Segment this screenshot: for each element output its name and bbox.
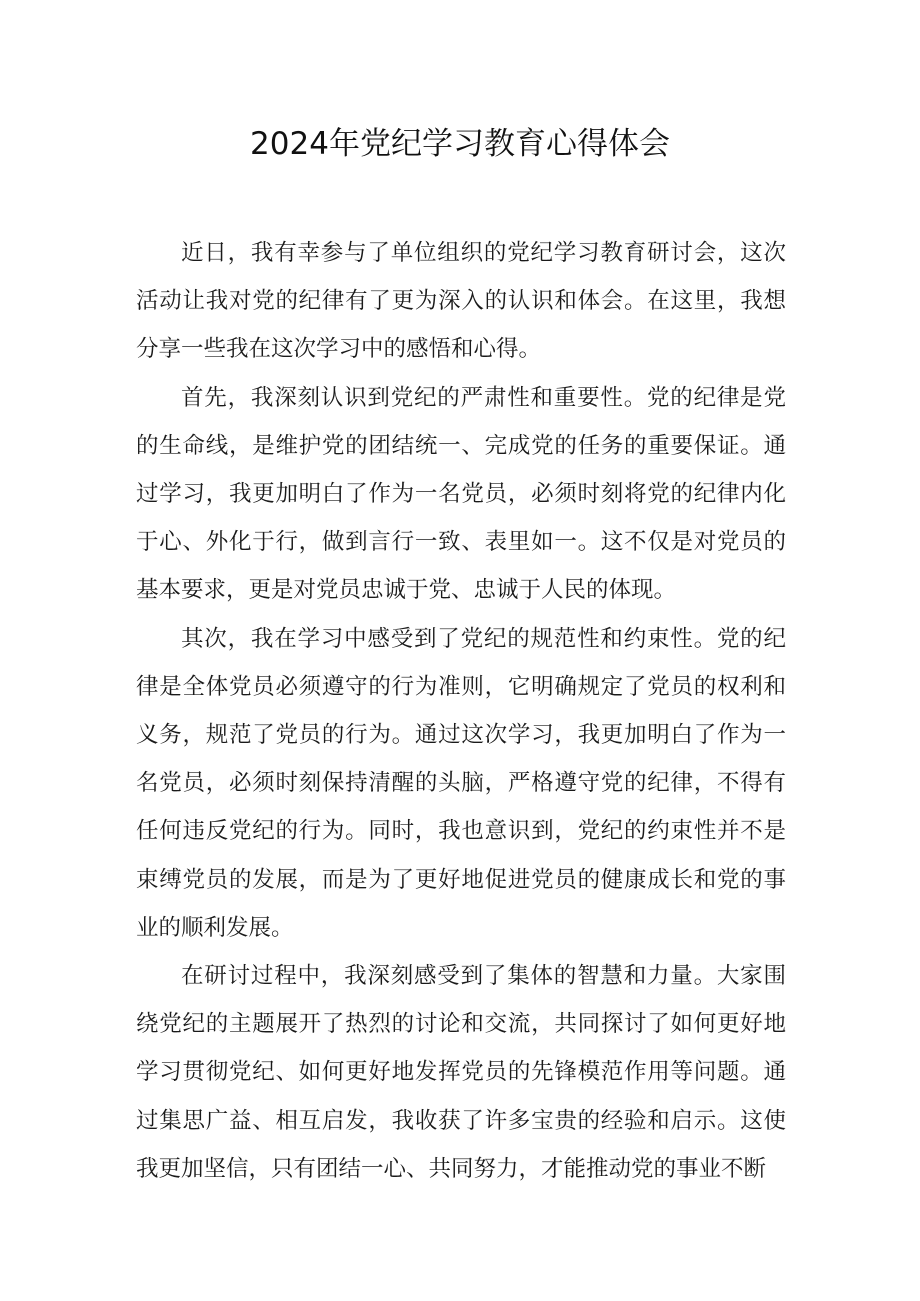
paragraph-1: 近日，我有幸参与了单位组织的党纪学习教育研讨会，这次活动让我对党的纪律有了更为深入的认识和体会。在这里，我想分享一些我在这次学习中的感悟和心得。: [136, 240, 786, 363]
paragraph-4: 在研讨过程中，我深刻感受到了集体的智慧和力量。大家围绕党纪的主题展开了热烈的讨论和交流，共同探讨了如何更好地学习贯彻党纪、如何更好地发挥党员的先锋模范作用等问题。通过集思广益、相互启发，我收获了许多宝贵的经验和启示。这使我更加坚信，只有团结一心、共同努力，才能推动党的事业不断: [136, 963, 786, 1182]
paragraph-3: 其次，我在学习中感受到了党纪的规范性和约束性。党的纪律是全体党员必须遵守的行为准则，它明确规定了党员的权利和义务，规范了党员的行为。通过这次学习，我更加明白了作为一名党员，必须时刻保持清醒的头脑，严格遵守党的纪律，不得有任何违反党纪的行为。同时，我也意识到，党纪的约束性并不是束缚党员的发展，而是为了更好地促进党员的健康成长和党的事业的顺利发展。: [136, 625, 786, 941]
document-title: 2024年党纪学习教育心得体会: [250, 126, 670, 162]
document-body: [136, 229, 786, 1193]
paragraph-2: 首先，我深刻认识到党纪的严肃性和重要性。党的纪律是党的生命线，是维护党的团结统一、完成党的任务的重要保证。通过学习，我更加明白了作为一名党员，必须时刻将党的纪律内化于心、外化于行，做到言行一致、表里如一。这不仅是对党员的基本要求，更是对党员忠诚于党、忠诚于人民的体现。: [136, 384, 786, 604]
